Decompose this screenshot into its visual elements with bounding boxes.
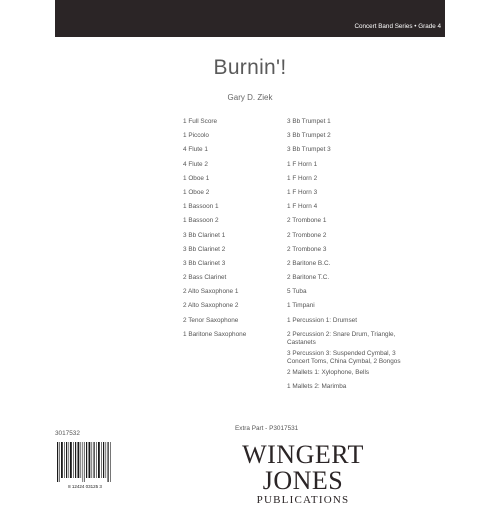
instrument-item: 1 F Horn 3: [287, 188, 318, 196]
logo-line-1: WINGERT: [242, 440, 364, 469]
instrument-item: 5 Tuba: [287, 288, 307, 296]
instrument-item: 1 Piccolo: [183, 132, 209, 140]
instrument-item: 1 Bassoon 2: [183, 217, 219, 225]
instrumentation-left: [183, 118, 283, 345]
logo-line-3: PUBLICATIONS: [256, 494, 350, 506]
score-cover: [55, 0, 445, 506]
composer-name: Gary D. Ziek: [227, 93, 273, 102]
instrument-item: 1 F Horn 4: [287, 203, 318, 211]
instrument-item: 1 Bassoon 1: [183, 203, 219, 211]
instrument-item: 1 Baritone Saxophone: [183, 330, 247, 338]
instrumentation-right: [287, 118, 407, 397]
piece-title: Burnin'!: [213, 56, 287, 79]
instrument-item: 1 Full Score: [183, 118, 218, 125]
instrument-item: 1 Oboe 1: [183, 174, 210, 182]
instrument-item: 3 Bb Trumpet 1: [287, 118, 331, 125]
instrument-item: 3 Bb Clarinet 3: [183, 259, 226, 267]
instrument-item: 4 Flute 2: [183, 160, 208, 168]
instrument-item: 1 Oboe 2: [183, 188, 210, 196]
instrument-item: 2 Baritone T.C.: [287, 274, 330, 282]
publisher-logo: [228, 442, 378, 506]
barcode-digits: 8 12424 03125 3: [68, 484, 102, 489]
header-bar: [55, 0, 445, 37]
instrument-item: 3 Bb Trumpet 3: [287, 146, 331, 154]
series-label: Concert Band Series • Grade 4: [354, 23, 441, 30]
instrument-item: 2 Trombone 3: [287, 245, 327, 253]
instrument-item: 4 Flute 1: [183, 146, 208, 154]
catalog-number: 3017532: [55, 430, 80, 437]
barcode-image: [55, 440, 115, 492]
instrument-item: 3 Percussion 3: Suspended Cymbal, 3 Concert Toms, China Cymbal, 2 Bongos: [287, 349, 401, 365]
instrument-item: 1 Timpani: [287, 302, 315, 310]
instrument-item: 2 Alto Saxophone 2: [183, 302, 239, 310]
instrument-item: 2 Trombone 2: [287, 231, 327, 239]
logo-line-2: JONES: [262, 466, 344, 495]
instrument-item: 2 Bass Clarinet: [183, 274, 227, 282]
instrument-item: 1 F Horn 1: [287, 160, 318, 168]
instrument-item: 2 Baritone B.C.: [287, 259, 331, 267]
instrument-item: 3 Bb Clarinet 1: [183, 231, 226, 239]
instrument-item: 2 Percussion 2: Snare Drum, Triangle, Castanets: [287, 330, 396, 346]
instrument-item: 2 Trombone 1: [287, 217, 327, 225]
instrument-item: 1 Percussion 1: Drumset: [287, 316, 357, 324]
instrument-item: 1 F Horn 2: [287, 174, 318, 182]
instrument-item: 2 Tenor Saxophone: [183, 316, 239, 324]
instrument-item: 3 Bb Trumpet 2: [287, 132, 331, 140]
instrument-item: 2 Mallets 1: Xylophone, Bells: [287, 368, 370, 376]
extra-part-label: Extra Part - P3017531: [235, 425, 299, 432]
instrument-item: 3 Bb Clarinet 2: [183, 245, 226, 253]
instrument-item: 2 Alto Saxophone 1: [183, 288, 239, 296]
instrument-item: 1 Mallets 2: Marimba: [287, 383, 347, 390]
